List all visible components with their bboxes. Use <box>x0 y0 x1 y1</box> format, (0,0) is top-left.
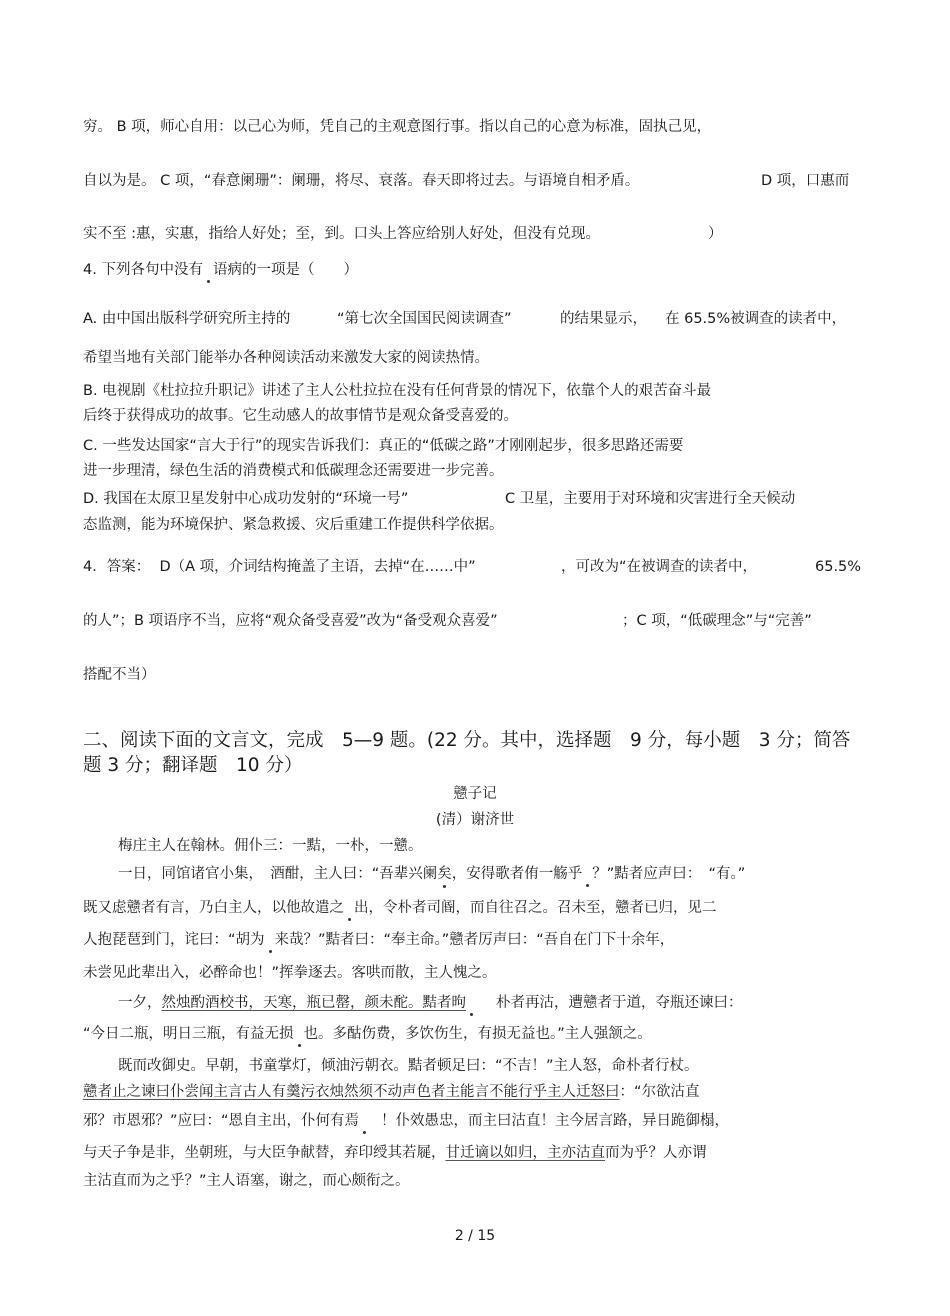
emphasis-dot <box>359 1114 381 1128</box>
passage-line: 与天子争是非，坐朝班，与大臣争献替，弃印绶其若屣，甘迁谪以如归，主亦沽直而为乎？人亦谓 <box>83 1145 707 1161</box>
passage-line: 人抱琵琶到门，诧曰：“胡为 来哉？”黠者曰：“奉主命。”戆者厉声曰：“吾自在门下十余年， <box>83 932 675 948</box>
section-heading: 题 3 分；翻译题 10 分） <box>83 755 303 776</box>
question-4-stem: 4. 下列各句中没有 语病的一项是（ ） <box>83 262 358 278</box>
answer-4: 4．答案： D（A 项，介词结构掩盖了主语，去掉“在……中” <box>83 559 476 575</box>
passage-line: 戆者止之谏曰仆尝闻主言古人有羹污衣烛然须不动声色者主能言不能行乎主人迁怒曰：“尔欲沽直 <box>83 1084 700 1100</box>
passage-line: 梅庄主人在翰林。佣仆三：一黠，一朴，一戆。 <box>118 838 423 854</box>
emphasis-dot <box>294 1027 304 1041</box>
option-b: B. 电视剧《杜拉拉升职记》讲述了主人公杜拉拉在没有任何背景的情况下，依靠个人的艰苦奋斗最 <box>83 383 712 399</box>
emphasis-dot <box>203 263 213 277</box>
passage-line: 一夕，然烛酌酒校书，天寒，瓶已罄，颜未酡。黠者昫 朴者再沽，遭戆者于道，夺瓶还谏曰： <box>118 995 743 1011</box>
option-a: A. 由中国出版科学研究所主持的 <box>83 311 291 327</box>
option-a: 的结果显示， <box>560 311 647 327</box>
passage-line: 邪？市恩邪？”应曰：“恩自主出，仆何有焉 ！仆效愚忠，而主曰沽直！主今居言路，异日跪御榻， <box>83 1113 730 1129</box>
underlined-sentence: 甘迁谪以如归，主亦沽直 <box>445 1145 605 1161</box>
answer-4: ，可改为“在被调查的读者中， <box>561 559 758 575</box>
passage-line: “今日二瓶，明日三瓶，有益无损 也。多酤伤费，多饮伤生，有损无益也。”主人强颔之。 <box>83 1026 652 1042</box>
option-d: 态监测，能为环境保护、紧急救援、灾后重建工作提供科学依据。 <box>83 517 504 533</box>
text-line: 穷。 B 项，师心自用：以己心为师，凭自己的主观意图行事。指以自己的心意为标准，固执己见， <box>83 119 712 135</box>
section-heading: 二、阅读下面的文言文，完成 5—9 题。(22 分。其中，选择题 9 分，每小题 3 分；简答 <box>83 730 851 751</box>
passage-line: 既而改御史。早朝，书童掌灯，倾油污朝衣。黠者顿足曰：“不吉！”主人怒，命朴者行杖。 <box>118 1058 699 1074</box>
underlined-sentence: 戆者止之谏曰仆尝闻主言古人有羹污衣烛然须不动声色者主能言不能行乎主人迁怒曰 <box>83 1084 620 1100</box>
passage-line: 未尝见此辈出入，必醉命也！”挥拳逐去。客哄而散，主人愧之。 <box>83 965 497 981</box>
text-line: ） <box>708 226 723 242</box>
emphasis-dot <box>582 867 592 881</box>
answer-4: 搭配不当） <box>83 667 156 683</box>
text-line: 自以为是。 C 项，“春意阑珊”：阑珊，将尽、衰落。春天即将过去。与语境自相矛盾。 <box>83 173 640 189</box>
answer-4: 的人”；B 项语序不当，应将“观众备受喜爱”改为“备受观众喜爱” <box>83 613 498 629</box>
text-line: 实不至 :惠，实惠，指给人好处；至，到。口头上答应给别人好处，但没有兑现。 <box>83 226 600 242</box>
option-d: D. 我国在太原卫星发射中心成功发射的“环境一号” <box>83 491 409 507</box>
answer-4: ；C 项，“低碳理念”与“完善” <box>622 613 812 629</box>
passage-author: (清）谢济世 <box>435 812 515 828</box>
passage-title: 戆子记 <box>453 786 497 802</box>
option-c: C. 一些发达国家“言大于行”的现实告诉我们：真正的“低碳之路”才刚刚起步，很多思路还需要 <box>83 438 684 454</box>
text-line: D 项，口惠而 <box>761 173 850 189</box>
emphasis-dot <box>344 901 354 915</box>
passage-line: 一日，同馆诸官小集， 酒酣，主人曰：“吾辈兴阑矣，安得歌者侑一觞乎 ？”黠者应声曰： “有。” <box>118 866 746 882</box>
passage-line: 主沽直而为之乎？”主人语塞，谢之，而心颇衔之。 <box>83 1173 410 1189</box>
option-b: 后终于获得成功的故事。它生动感人的故事情节是观众备受喜爱的。 <box>83 408 518 424</box>
option-a: 在 65.5%被调查的读者中， <box>665 311 847 327</box>
option-c: 进一步理清，绿色生活的消费模式和低碳理念还需要进一步完善。 <box>83 463 504 479</box>
emphasis-dot <box>265 933 275 947</box>
option-d: C 卫星，主要用于对环境和灾害进行全天候动 <box>505 491 796 507</box>
answer-4: 65.5% <box>815 559 862 575</box>
underlined-sentence: 然烛酌酒校书，天寒，瓶已罄，颜未酡。黠者昫 <box>161 995 466 1011</box>
page-number: 2 / 15 <box>454 1228 496 1244</box>
emphasis-dot <box>466 996 496 1010</box>
option-a: 希望当地有关部门能举办各种阅读活动来激发大家的阅读热情。 <box>83 350 489 366</box>
option-a: “第七次全国国民阅读调查” <box>337 311 512 327</box>
passage-line: 既又虑戆者有言，乃白主人，以他故遣之 出，令朴者司阍，而自往召之。召未至，戆者已归，见二 <box>83 900 717 916</box>
